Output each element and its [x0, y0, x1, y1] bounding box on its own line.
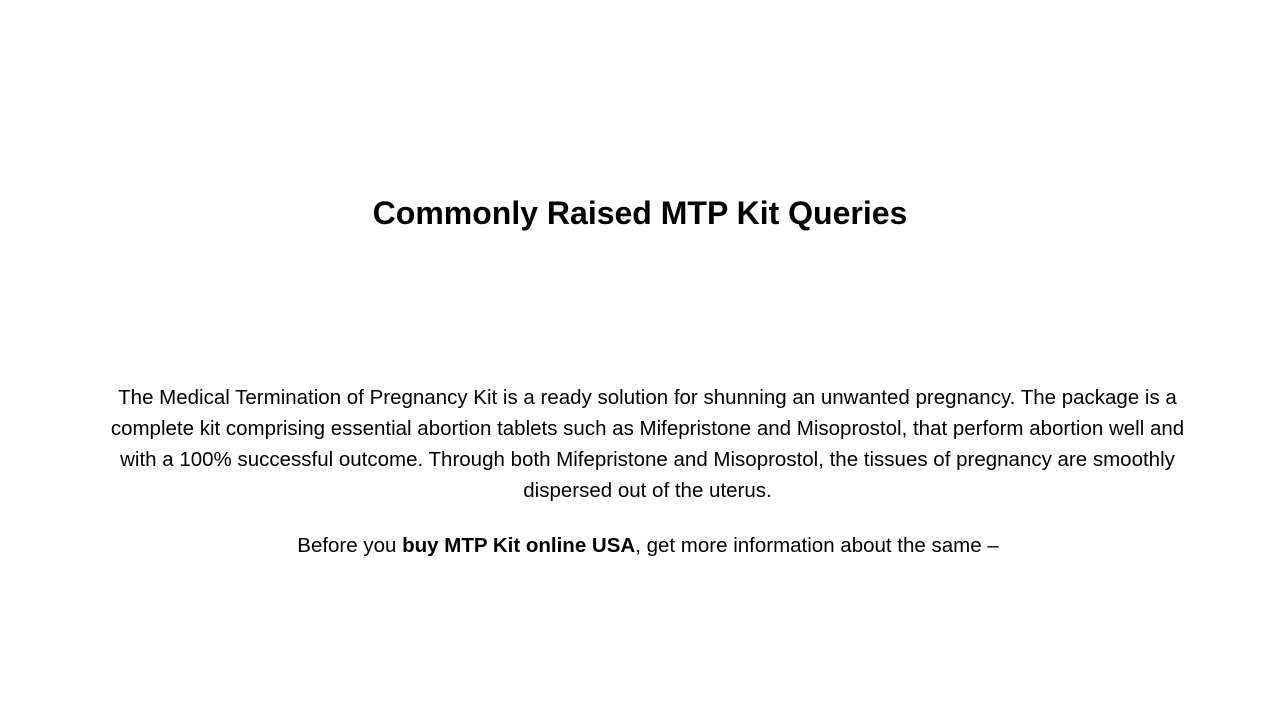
cta-line: [0, 530, 1280, 561]
cta-prefix: Before you: [297, 534, 403, 557]
slide-title: Commonly Raised MTP Kit Queries: [372, 195, 908, 231]
body-paragraph: The Medical Termination of Pregnancy Kit is a ready solution for shunning an unwanted pregnancy. The package is a complete kit comprising essential abortion tablets such as Mifepristone and Misoprostol, that perform abortion well and with a 100% successful outcome. Through both Mifepristone and Misoprostol, the tissues of pregnancy are smoothly dispersed out of the uterus.: [110, 386, 1185, 502]
cta-keyword: buy MTP Kit online USA: [402, 534, 636, 557]
cta-suffix: , get more information about the same –: [635, 534, 999, 557]
